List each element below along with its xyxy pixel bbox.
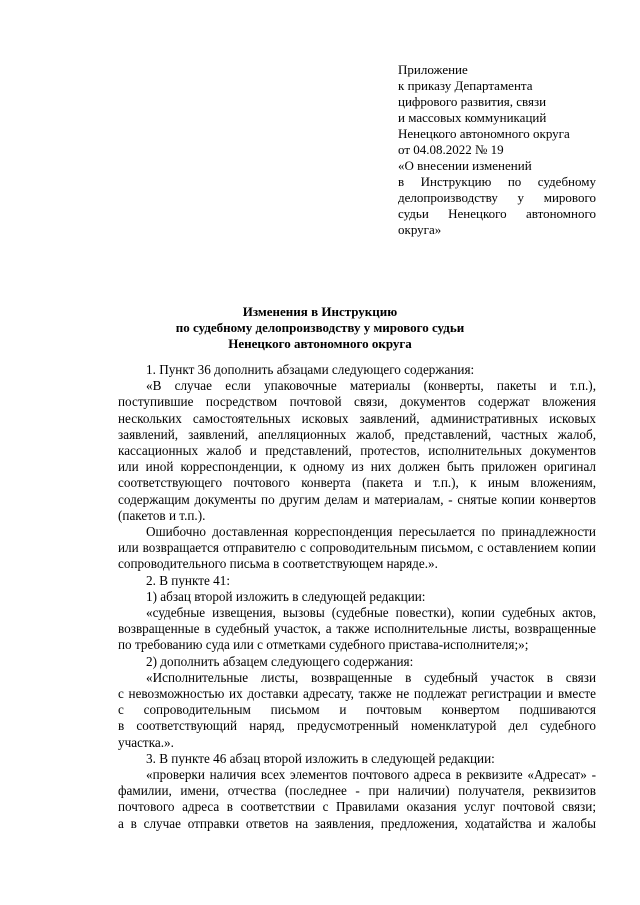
body-line: а в случае отправки ответов на заявления, предложения, ходатайства и жалобы — [118, 815, 596, 831]
body-line: сопроводительного письма в соответствующем наряде.». — [118, 556, 438, 572]
body-line: «Исполнительные листы, возвращенные в судебный участок в связи — [146, 669, 596, 685]
body-line: участка.». — [118, 734, 174, 750]
body-line: Ошибочно доставленная корреспонденция пересылается по принадлежности — [146, 524, 596, 540]
annex-line: Приложение — [398, 62, 468, 77]
body-line: соответствующего почтового конверта (пакета и т.п.), к иным вложениям, — [118, 475, 596, 491]
body-line: или возвращается отправителю с сопроводительным письмом, с оставлением копии — [118, 540, 596, 556]
body-line: заявлений, заявлений, апелляционных жалоб, представлений, частных жалоб, — [118, 426, 596, 442]
body-line: «судебные извещения, вызовы (судебные повестки), копии судебных актов, — [146, 605, 596, 621]
annex-line: от 04.08.2022 № 19 — [398, 142, 504, 157]
body-line: 1. Пункт 36 дополнить абзацами следующего содержания: — [146, 362, 475, 377]
body-line: содержащим документы по другим делам и материалам, - снятые копии конвертов — [118, 491, 596, 507]
body-line: или иной корреспонденции, к одному из них должен быть приложен оригинал — [118, 459, 596, 475]
body-line: 1) абзац второй изложить в следующей редакции: — [146, 588, 426, 604]
body-line: (пакетов и т.п.). — [118, 507, 206, 523]
body-line: в соответствующий наряд, предусмотренный номенклатурой дел судебного — [118, 718, 596, 734]
body-line: с сопроводительным письмом и почтовым конвертом подшиваются — [118, 702, 596, 718]
body-line: с невозможностью их доставки адресату, также не подлежат регистрации и вместе — [118, 686, 596, 702]
annex-line: к приказу Департамента — [398, 78, 533, 93]
title-line: по судебному делопроизводству у мирового судьи — [175, 320, 465, 335]
body-line: поступившие посредством почтовой связи, документов содержат вложения — [118, 394, 596, 410]
annex-line: в Инструкцию по судебному — [398, 174, 596, 189]
body-line: «проверки наличия всех элементов почтового адреса в реквизите «Адресат» - — [146, 767, 596, 783]
body-line: 2) дополнить абзацем следующего содержания: — [146, 653, 414, 669]
body-line: «В случае если упаковочные материалы (конверты, пакеты и т.п.), — [146, 378, 596, 394]
body-line: по требованию суда или с отметками судебного пристава-исполнителя;»; — [118, 637, 529, 653]
annex-line: и массовых коммуникаций — [398, 110, 547, 125]
body-line: кассационных жалоб и представлений, протестов, исполнительных документов — [118, 443, 596, 459]
annex-header — [398, 62, 596, 238]
body-line: фамилии, имени, отчества (последнее - при наличии) получателя, реквизитов — [118, 783, 596, 799]
document-title — [120, 304, 520, 352]
title-line: Изменения в Инструкцию — [242, 304, 398, 319]
body-line: возвращенные в судебный участок, а также исполнительные листы, возвращенные — [118, 621, 596, 637]
annex-line: судьи Ненецкого автономного — [398, 206, 596, 221]
document-body — [118, 362, 596, 832]
annex-line: цифрового развития, связи — [398, 94, 547, 109]
annex-line: делопроизводству у мирового — [398, 190, 596, 205]
body-line: 3. В пункте 46 абзац второй изложить в следующей редакции: — [146, 750, 495, 766]
annex-line: округа» — [398, 222, 442, 237]
annex-line: «О внесении изменений — [398, 158, 532, 173]
title-line: Ненецкого автономного округа — [228, 336, 412, 351]
annex-line: Ненецкого автономного округа — [398, 126, 570, 141]
body-line: почтового адреса в соответствии с Правилами оказания услуг почтовой связи; — [118, 799, 596, 815]
body-line: нескольких самостоятельных исковых заявлений, административных исковых — [118, 410, 596, 426]
body-line: 2. В пункте 41: — [146, 572, 230, 588]
